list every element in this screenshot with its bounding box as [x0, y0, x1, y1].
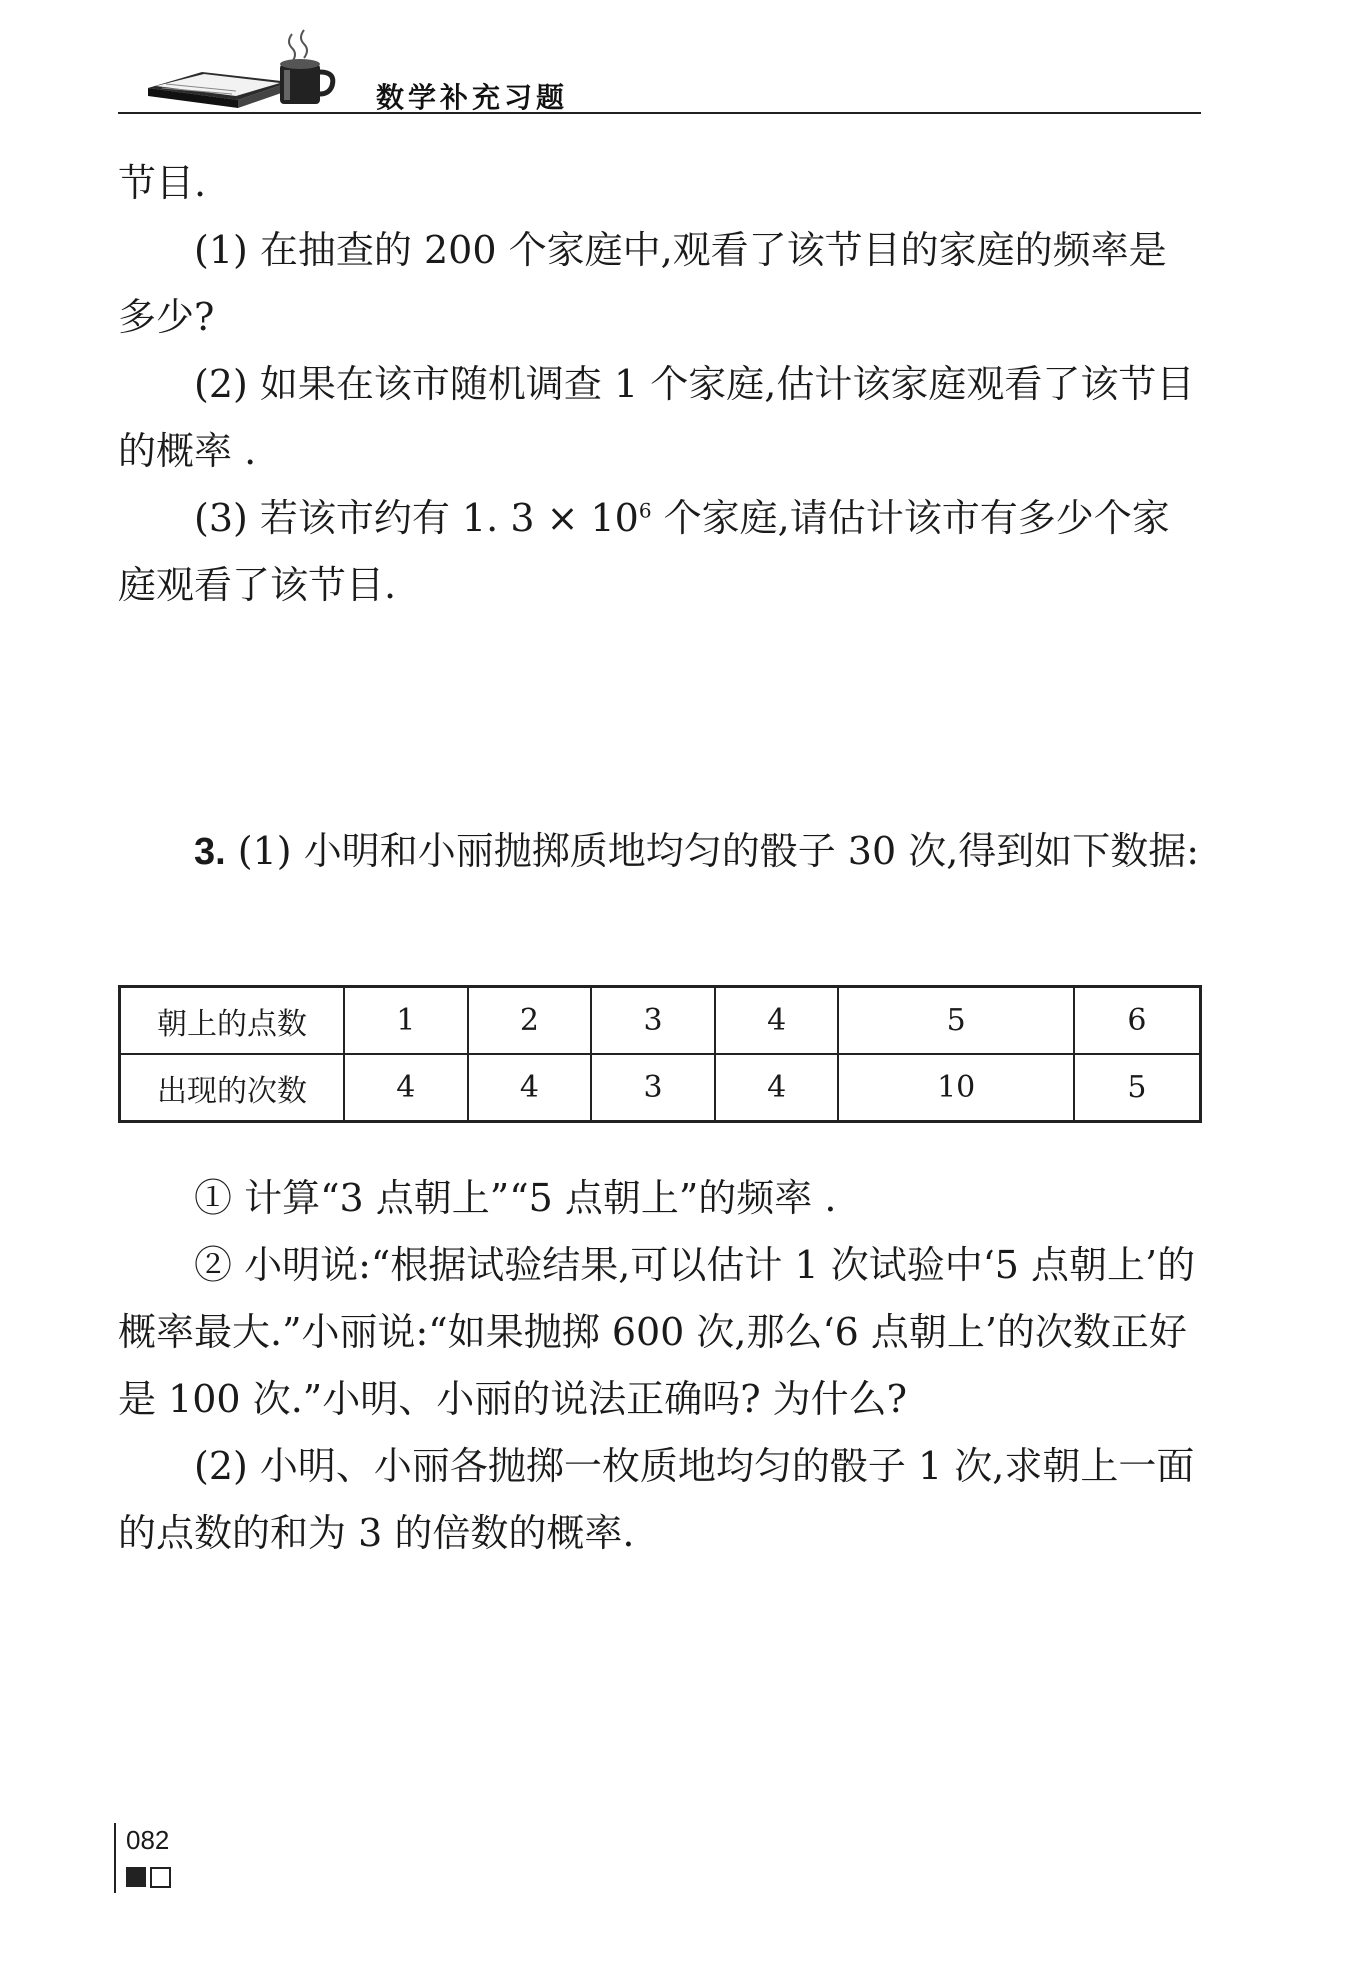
table-row — [120, 1054, 1201, 1122]
exponent: 6 — [638, 498, 652, 523]
book-title: 数学补充习题 — [376, 81, 569, 114]
table-cell: 10 — [838, 1054, 1074, 1122]
table-cell: 5 — [838, 987, 1074, 1055]
table-cell: 6 — [1074, 987, 1201, 1055]
continuation-line: 节目. — [118, 161, 207, 205]
problem-number: 3. — [194, 831, 226, 873]
table-cell: 4 — [344, 1054, 468, 1122]
table-cell: 4 — [715, 987, 839, 1055]
book-and-cup-icon — [142, 28, 352, 110]
footer-bar — [114, 1823, 116, 1893]
question-2: (2) 如果在该市随机调查 1 个家庭,估计该家庭观看了该节目的概率 . — [118, 362, 1195, 473]
row-header-count: 出现的次数 — [120, 1054, 345, 1122]
table-cell: 3 — [591, 987, 715, 1055]
table-cell: 4 — [715, 1054, 839, 1122]
table-cell: 2 — [468, 987, 592, 1055]
problem-3-intro — [118, 818, 1201, 886]
problem-3-subquestions — [118, 1165, 1201, 1567]
part-2: (2) 小明、小丽各抛掷一枚质地均匀的骰子 1 次,求朝上一面的点数的和为 3 的倍数的概率. — [118, 1444, 1195, 1555]
dice-results-table — [118, 985, 1202, 1123]
subquestion-1: ① 计算“3 点朝上”“5 点朝上”的频率 . — [194, 1176, 837, 1220]
filled-square-icon — [126, 1867, 146, 1887]
question-3-tail: 个家庭,请估计该市有多少个家庭观看了该节目. — [118, 496, 1170, 607]
table-cell: 3 — [591, 1054, 715, 1122]
problem-3 — [118, 818, 1201, 886]
previous-problem-continuation — [118, 150, 1201, 619]
table-row — [120, 987, 1201, 1055]
table-cell: 4 — [468, 1054, 592, 1122]
row-header-face: 朝上的点数 — [120, 987, 345, 1055]
question-3 — [118, 485, 1201, 619]
question-3-lead: (3) 若该市约有 1. 3 × 10 — [194, 496, 639, 540]
problem-3-text: (1) 小明和小丽抛掷质地均匀的骰子 30 次,得到如下数据: — [225, 829, 1200, 873]
table-cell: 1 — [344, 987, 468, 1055]
table-cell: 5 — [1074, 1054, 1201, 1122]
page-number: 082 — [126, 1825, 170, 1855]
open-square-icon — [150, 1867, 171, 1888]
page-header — [118, 28, 1201, 114]
subquestion-2: ② 小明说:“根据试验结果,可以估计 1 次试验中‘5 点朝上’的概率最大.”小丽说:“如果抛掷 600 次,那么‘6 点朝上’的次数正好是 100 次.”小明、小丽的说法正确吗? 为什么? — [118, 1243, 1196, 1421]
header-rule — [118, 112, 1201, 114]
question-1: (1) 在抽查的 200 个家庭中,观看了该节目的家庭的频率是多少? — [118, 228, 1167, 339]
